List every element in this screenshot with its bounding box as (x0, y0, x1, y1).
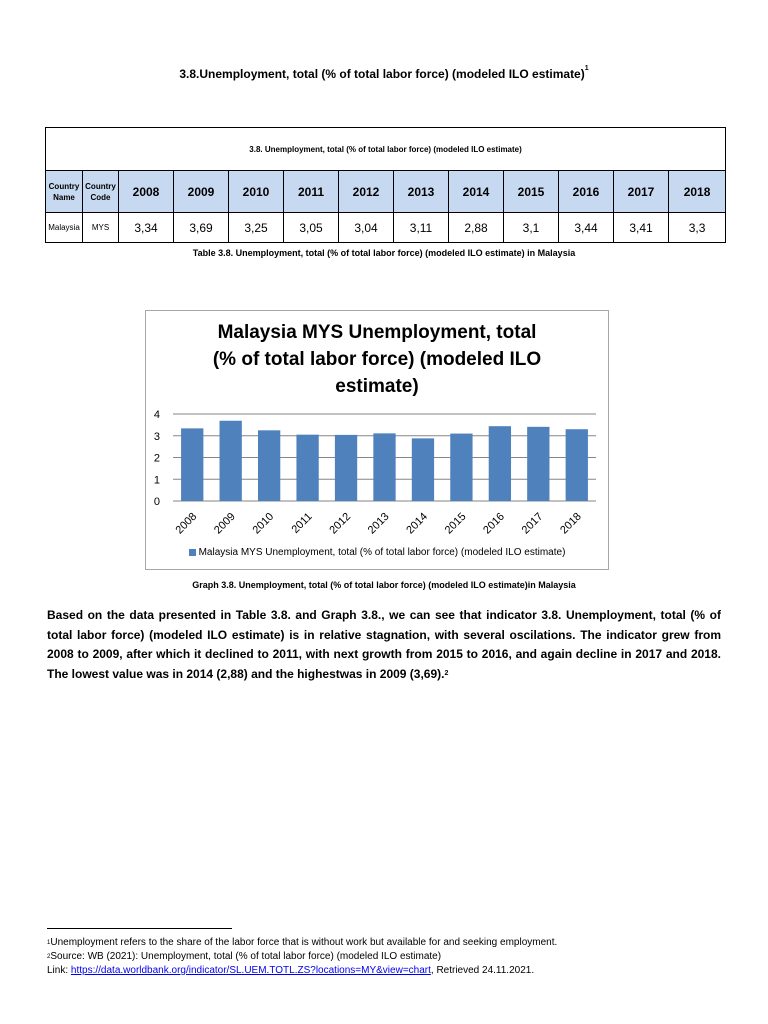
footnote-2-text: Source: WB (2021): Unemployment, total (% of total labor force) (modeled ILO estimate) (50, 951, 442, 962)
bar (450, 434, 472, 501)
y-tick-label: 2 (153, 452, 160, 465)
bar (181, 428, 203, 501)
legend-swatch (189, 549, 196, 556)
table-cell: 3,11 (394, 213, 449, 243)
table-title: 3.8. Unemployment, total (% of total labor force) (modeled ILO estimate) (46, 128, 726, 171)
x-tick-label: 2017 (519, 510, 546, 537)
table-cell: 2,88 (449, 213, 504, 243)
table-cell: 3,3 (669, 213, 726, 243)
bar (527, 427, 549, 501)
bar (489, 426, 511, 501)
footnote-1 (47, 936, 727, 950)
table-row (46, 213, 726, 243)
legend-label: Malaysia MYS Unemployment, total (% of total labor force) (modeled ILO estimate) (198, 547, 566, 558)
bar (296, 435, 318, 501)
header-cell: 2015 (504, 171, 559, 213)
table-cell: 3,04 (339, 213, 394, 243)
header-cell: 2013 (394, 171, 449, 213)
x-tick-label: 2011 (289, 510, 315, 536)
x-tick-label: 2009 (212, 510, 238, 537)
table-cell: 3,1 (504, 213, 559, 243)
body-paragraph-text: Based on the data presented in Table 3.8. and Graph 3.8., we can see that indicator 3.8. Unemployment, total (% of total labor force) (modeled ILO estimate) is in relative stagnation, with several oscilations. The indicator grew from 2008 to 2009, after which it declined to 2011, with next growth from 2015 to 2016, and again decline in 2017 and 2018. The lowest value was in 2014 (2,88) and the highestwas in 2009 (3,69). (47, 608, 721, 681)
table-caption: Table 3.8. Unemployment, total (% of total labor force) (modeled ILO estimate) in Malaysia (192, 248, 576, 258)
chart-plot-area (146, 311, 608, 569)
header-cell: 2010 (229, 171, 284, 213)
y-tick-label: 0 (153, 496, 160, 508)
header-cell: 2016 (559, 171, 614, 213)
header-cell: 2014 (449, 171, 504, 213)
link-suffix: , Retrieved 24.11.2021. (430, 965, 535, 976)
table-cell: 3,69 (174, 213, 229, 243)
table-cell: 3,25 (229, 213, 284, 243)
header-cell: 2008 (119, 171, 174, 213)
bar (373, 433, 395, 501)
bar (258, 430, 280, 501)
footnote-link-line (47, 964, 727, 978)
x-tick-label: 2012 (327, 510, 354, 537)
header-cell: 2012 (339, 171, 394, 213)
footnote-mark-1: 1 (584, 65, 589, 72)
bar (335, 435, 357, 501)
footnote-mark-2: 2 (444, 669, 449, 677)
chart-title-line: (% of total labor force) (modeled ILO (212, 349, 542, 370)
table-header-row (46, 171, 726, 213)
bar (220, 421, 242, 501)
bar-chart (145, 310, 609, 570)
footnote-1-text: Unemployment refers to the share of the labor force that is without work but available for and seeking employment. (50, 937, 558, 948)
table-cell: Malaysia (46, 213, 83, 243)
section-heading-text: 3.8.Unemployment, total (% of total labor force) (modeled ILO estimate) (179, 67, 585, 81)
table-title-row (46, 128, 726, 171)
table-cell: MYS (83, 213, 119, 243)
table-cell: 3,34 (119, 213, 174, 243)
section-heading (0, 67, 768, 81)
footnote-divider (47, 928, 232, 929)
x-tick-label: 2018 (558, 510, 584, 537)
source-link[interactable]: https://data.worldbank.org/indicator/SL.UEM.TOTL.ZS?locations=MY&view=chart (70, 965, 431, 976)
chart-legend (146, 547, 608, 558)
y-tick-label: 1 (153, 474, 160, 487)
footnotes (47, 936, 727, 978)
y-tick-label: 3 (153, 430, 160, 443)
x-tick-label: 2010 (250, 510, 277, 537)
table-cell: 3,44 (559, 213, 614, 243)
table-cell: 3,05 (284, 213, 339, 243)
y-tick-label: 4 (153, 409, 160, 421)
bar (566, 429, 588, 501)
x-tick-label: 2016 (481, 510, 507, 537)
chart-title-line: estimate) (335, 376, 419, 397)
header-cell: Country Name (46, 171, 83, 213)
footnote-2-mark: 2 (47, 954, 51, 960)
bar (412, 438, 434, 501)
body-paragraph (47, 606, 721, 684)
x-tick-label: 2014 (404, 510, 431, 537)
footnote-1-mark: 1 (47, 940, 51, 946)
header-cell: 2009 (174, 171, 229, 213)
footnote-2 (47, 950, 727, 964)
chart-title-line: Malaysia MYS Unemployment, total (217, 322, 537, 343)
header-cell: 2011 (284, 171, 339, 213)
unemployment-table (45, 127, 726, 243)
header-cell: 2018 (669, 171, 726, 213)
x-tick-label: 2013 (365, 510, 392, 537)
table-cell: 3,41 (614, 213, 669, 243)
x-tick-label: 2015 (442, 510, 469, 537)
header-cell: Country Code (83, 171, 119, 213)
x-tick-label: 2008 (173, 510, 200, 537)
link-prefix: Link: (47, 965, 71, 976)
graph-caption: Graph 3.8. Unemployment, total (% of total labor force) (modeled ILO estimate)in Malaysia (192, 580, 576, 590)
header-cell: 2017 (614, 171, 669, 213)
